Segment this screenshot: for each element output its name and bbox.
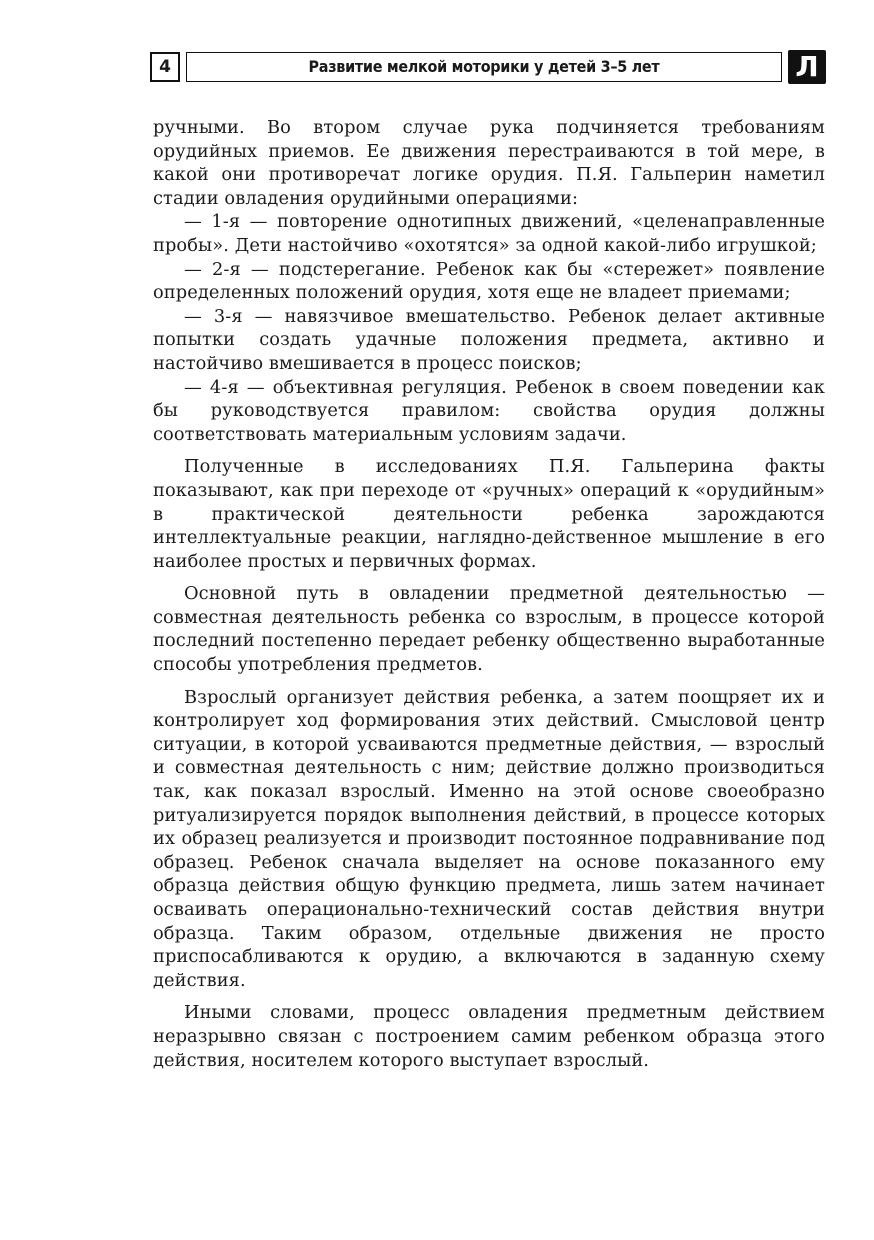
paragraph: ручными. Во втором случае рука подчиняется требованиям орудийных приемов. Ее движения перестраиваются в той мере, в какой они противоречат логике орудия. П.Я. Гальперин наметил стадии овладения орудийными операциями: <box>153 117 825 209</box>
list-item-stage-1: — 1-я — повторение однотипных движений, «целенаправленные пробы». Дети настойчиво «охотятся» за одной какой-либо игрушкой; <box>153 211 825 256</box>
publisher-logo-icon: Л <box>788 50 826 84</box>
paragraph: Иными словами, процесс овладения предметным действием неразрывно связан с построением самим ребенком образца этого действия, носителем которого выступает взрослый. <box>153 1002 825 1071</box>
paragraph: Основной путь в овладении предметной деятельностью — совместная деятельность ребенка со взрослым, в процессе которой последний постепенно передает ребенку общественно выработанные способы употребления предметов. <box>153 583 825 676</box>
list-item-stage-2: — 2-я — подстерегание. Ребенок как бы «стережет» появление определенных положений орудия, хотя еще не владеет приемами; <box>153 258 825 304</box>
paragraph: Полученные в исследованиях П.Я. Гальперина факты показывают, как при переходе от «ручных» операций к «орудийным» в практической деятельности ребенка зарождаются интеллектуальные реакции, наглядно-действенное мышление в его наиболее простых и первичных формах. <box>153 456 825 572</box>
paragraph: Взрослый организует действия ребенка, а затем поощряет их и контролирует ход формирования этих действий. Смысловой центр ситуации, в которой усваиваются предметные действия, — взрослый и совместная деятельность с ним; действие должно производиться так, как показал взрослый. Именно на этой основе своеобразно ритуализируется порядок выполнения действий, в процессе которых их образец реализуется и производит постоянное подравнивание под образец. Ребенок сначала выделяет на основе показанного ему образца действия общую функцию предмета, лишь затем начинает осваивать операционально-технический состав действия внутри образца. Таким образом, отдельные движения не просто приспосабливаются к орудию, а включаются в заданную схему действия. <box>153 686 825 991</box>
body-text <box>153 116 825 1072</box>
list-item-stage-4: — 4-я — объективная регуляция. Ребенок в своем поведении как бы руководствуется правилом: свойства орудия должны соответствовать материальным условиям задачи. <box>153 376 825 445</box>
list-item-stage-3: — 3-я — навязчивое вмешательство. Ребенок делает активные попытки создать удачные положения предмета, активно и настойчиво вмешивается в процесс поисков; <box>153 305 825 374</box>
running-title: Развитие мелкой моторики у детей 3–5 лет <box>186 52 782 82</box>
page-number: 4 <box>150 52 180 82</box>
running-header <box>150 48 826 86</box>
